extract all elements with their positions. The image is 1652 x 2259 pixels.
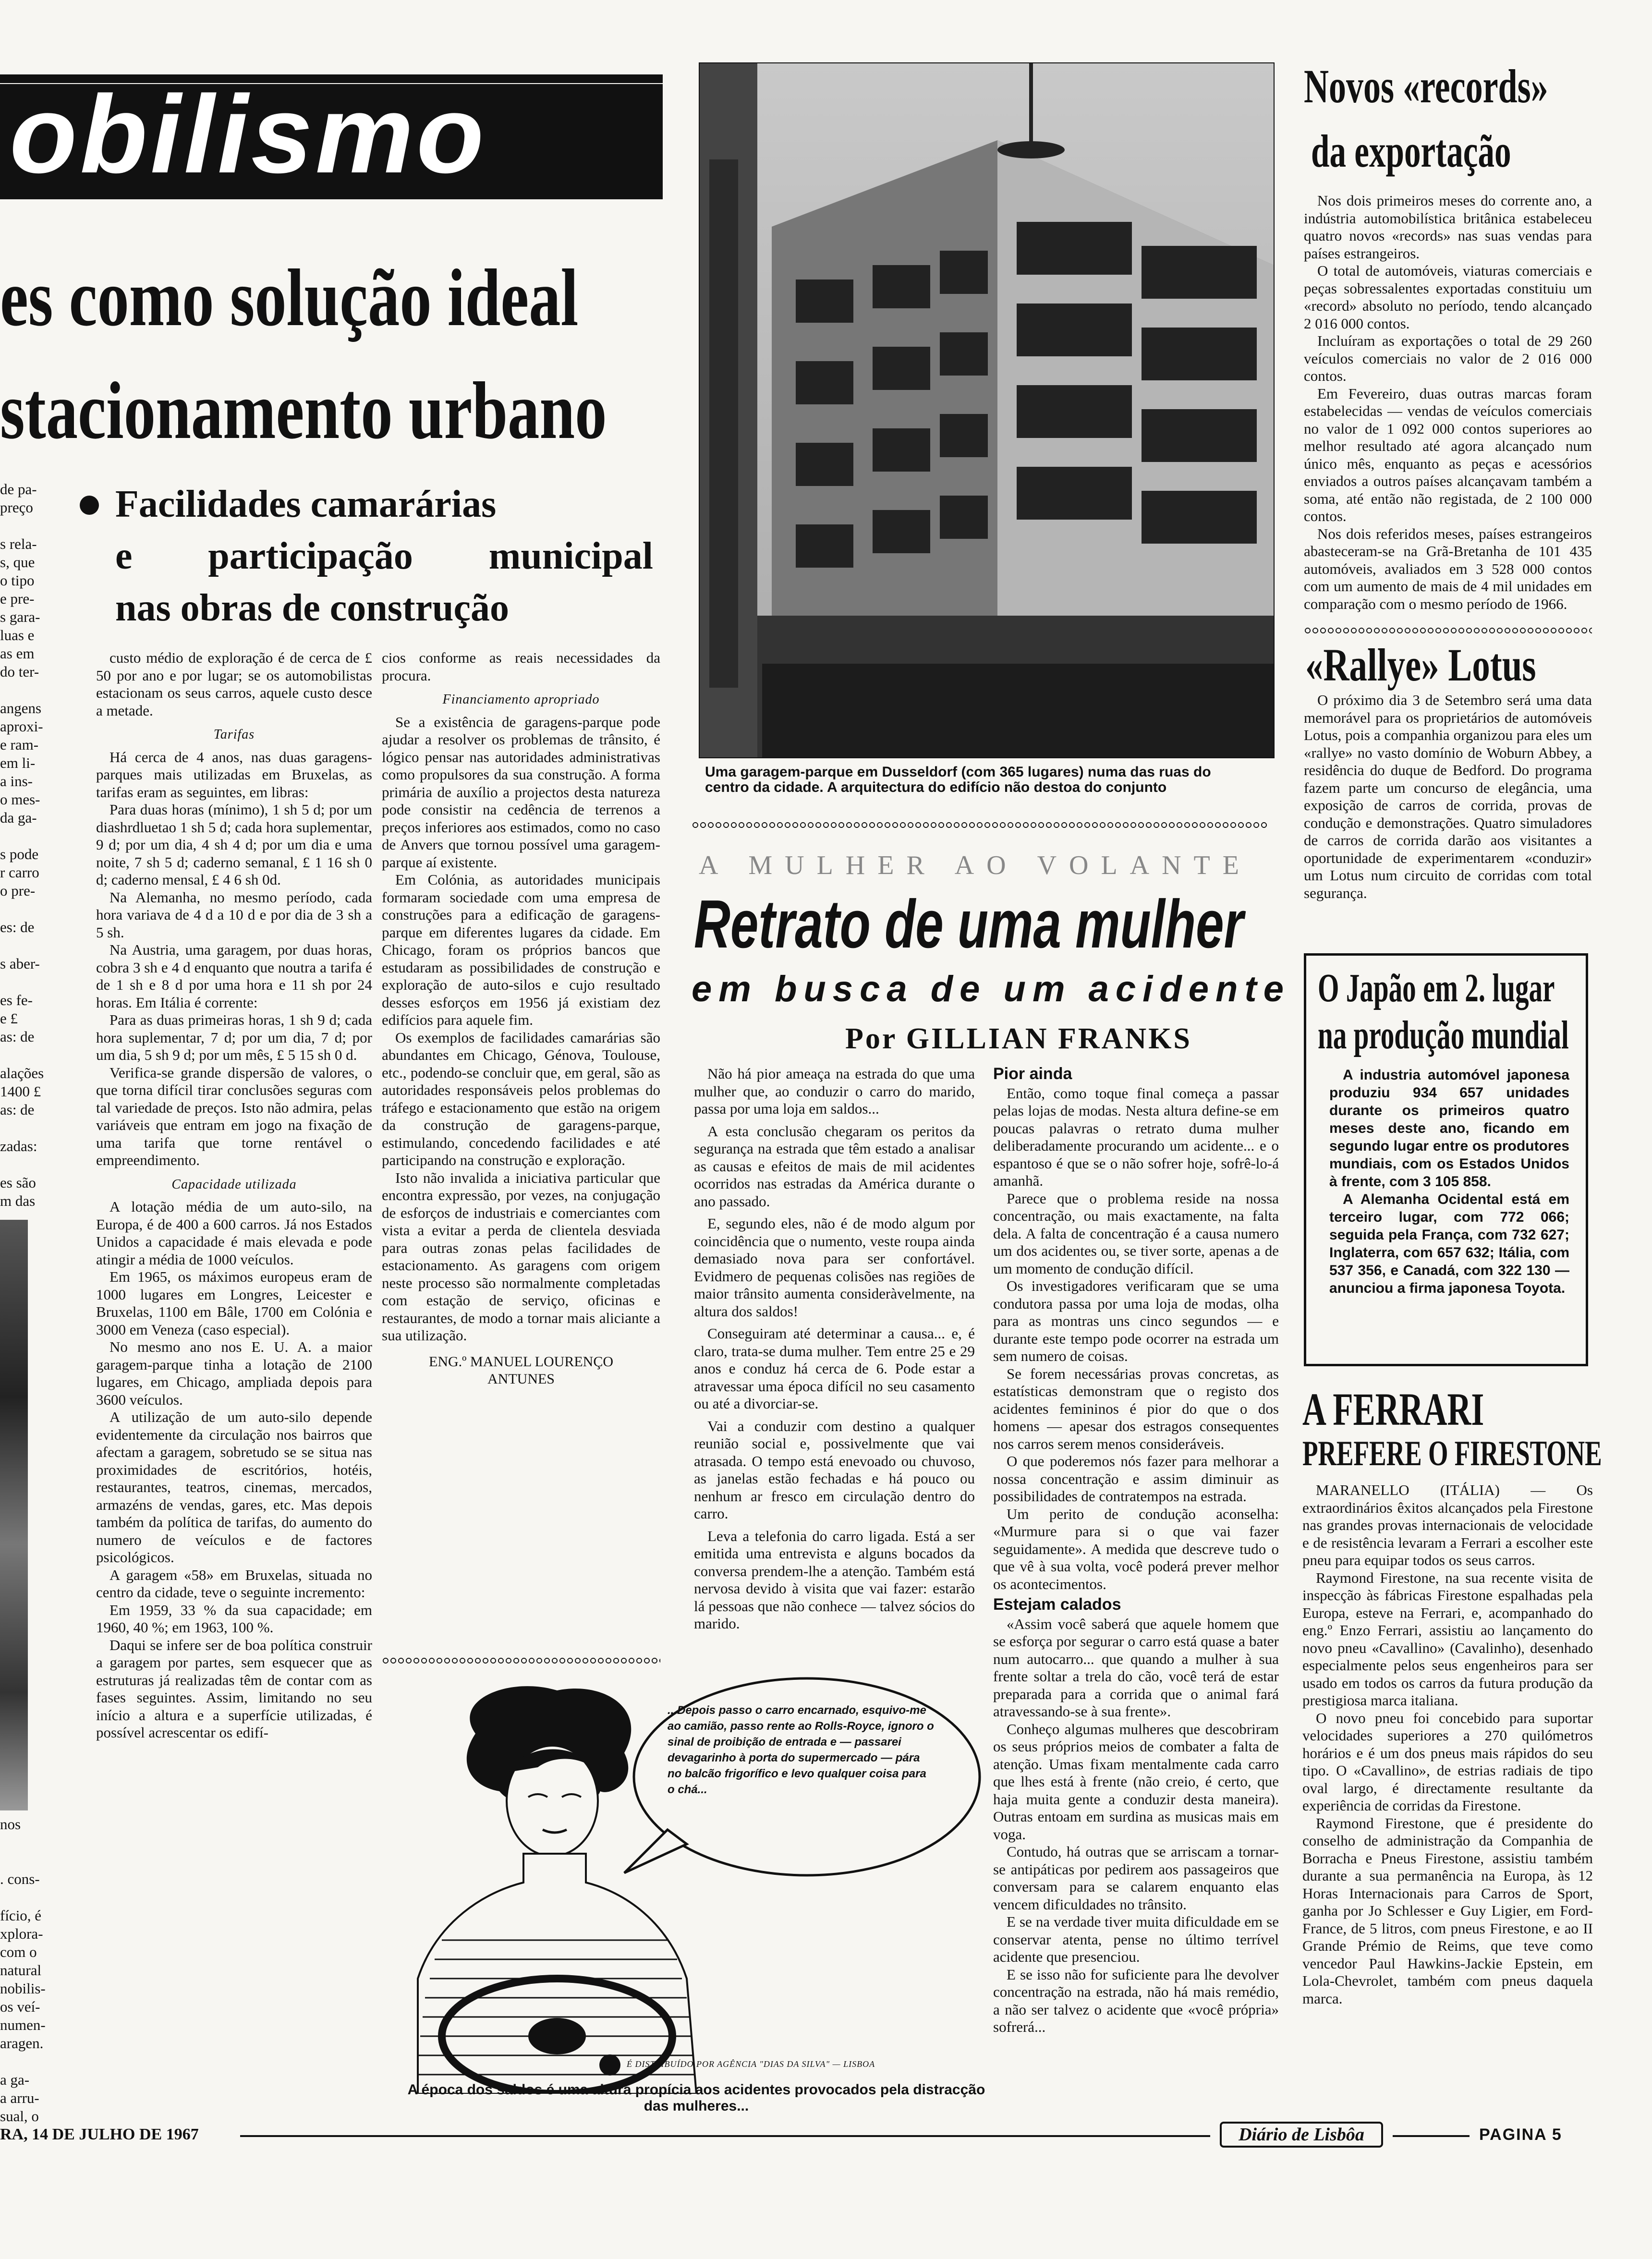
fragment-line: nobilis-	[0, 1980, 46, 1997]
subheading-capacidade: Capacidade utilizada	[171, 1177, 297, 1192]
paragraph: custo médio de exploração é de cerca de £ 50 por ano e por lugar; se os automobilistas estacionam os seus carros, aquele custo desce a metade.	[96, 649, 372, 719]
fragment-line	[0, 1888, 72, 1907]
ornament-rule	[1304, 627, 1592, 634]
paragraph: A Alemanha Ocidental está em terceiro lugar, com 772 066; seguida pela França, com 732 627; Inglaterra, com 657 632; Itália, com 537 356, e Canadá, com 322 130 — anunciou a firma japonesa Toyota.	[1329, 1191, 1569, 1296]
fragment-line: aragen.	[0, 2035, 44, 2052]
fragment-line	[0, 827, 72, 845]
fragment-line: nos	[0, 1816, 21, 1833]
fragment-line: fício, é	[0, 1907, 42, 1924]
paragraph: Há cerca de 4 anos, nas duas garagens-parques mais utilizadas em Bruxelas, as tarifas eram as seguintes, em libras:	[96, 748, 372, 801]
fragment-line: alações	[0, 1065, 44, 1081]
fragment-line: sual, o	[0, 2108, 39, 2125]
author-signature	[382, 1353, 660, 1388]
fragment-line: es: de	[0, 919, 35, 935]
fragment-line	[0, 973, 72, 991]
lead-title-line1: es como solução ideal	[0, 253, 579, 343]
paragraph: A utilização de um auto-silo depende evidentemente da circulação nos bairros que afectam a garagem, sobretudo se se situa nas proximidades de escritórios, hotéis, restaurantes, teatros, cinemas, mercados, armazéns de vendas, gares, etc. Mas depois também da política de tarifas, do aumento do numero de veículos e de factores psicológicos.	[96, 1409, 372, 1566]
paragraph: Daqui se infere ser de boa política construir a garagem por partes, sem esquecer que as estruturas já realizadas têm de contar com as fases seguintes. Assim, limitando no seu início a altura e a superfície utilizadas, é possível acrescentar os edifí-	[96, 1636, 372, 1741]
paragraph: Incluíram as exportações o total de 29 260 veículos comerciais no valor de 2 016 000 contos.	[1304, 332, 1592, 384]
ornament-rule	[692, 821, 1268, 829]
records-title-line1: Novos «records»	[1304, 60, 1548, 113]
fragment-line: m das	[0, 1192, 36, 1209]
fragment-line: zadas:	[0, 1138, 37, 1154]
paragraph: Se forem necessárias provas concretas, as estatísticas demonstram que o registo dos acidentes femininos é pior do que o dos homens — apesar dos estragos consequentes nos carros serem menos consideráveis.	[993, 1365, 1279, 1452]
paragraph: Conseguiram até determinar a causa... e, é claro, trata-se duma mulher. Tem entre 25 e 29 anos e conduz há cerca de 6. Pode estar a atravessar uma época difícil no seu casamento ou até a divorciar-se.	[694, 1325, 975, 1412]
records-article	[1304, 192, 1592, 613]
fragment-line: natural	[0, 1962, 42, 1979]
left-fragment-column	[0, 480, 72, 1210]
ferrari-article	[1302, 1482, 1593, 2007]
retrato-byline: Por GILLIAN FRANKS	[845, 1022, 1192, 1055]
fragment-line: a arru-	[0, 2089, 39, 2106]
paragraph: No mesmo ano nos E. U. A. a maior garagem-parque tinha a lotação de 2100 lugares, em Chicago, ampliada depois para 3600 veículos.	[96, 1338, 372, 1408]
records-title-line2: da exportação	[1311, 125, 1511, 177]
fragment-line: aproxi-	[0, 718, 43, 735]
paragraph: Em Colónia, as autoridades municipais formaram sociedade com uma empresa de construções para a edificação de garagens-parque em diferentes lugares da cidade. Em Chicago, foram os próprios bancos que estudaram as possibilidades de construção e exploração de auto-silos e cujo resultado desses esforços em 1956 já existiam dez edifícios para aquele fim.	[382, 871, 660, 1028]
fragment-line: s aber-	[0, 955, 40, 972]
paragraph: Os exemplos de facilidades camarárias são abundantes em Chicago, Génova, Toulouse, etc., podendo-se concluir que, em geral, são as autoridades responsáveis pelos problemas do tráfego e estacionamento que estão na origem da construção de garagens-parque, estimulando, concedendo facilidades e até participando na construção e exploração.	[382, 1029, 660, 1168]
paragraph: O total de automóveis, viaturas comerciais e peças sobressalentes exportadas constituiu um «record» absoluto no período, tendo alcançado 2 016 000 contos.	[1304, 262, 1592, 332]
paragraph: MARANELLO (ITÁLIA) — Os extraordinários êxitos alcançados pela Firestone nas grandes provas internacionais de velocidade e de resistência levaram a Ferrari a escolher este pneu para equipar todos os seus carros.	[1302, 1482, 1593, 1568]
japao-box	[1304, 953, 1588, 1366]
footer-rule-right	[1393, 2135, 1470, 2137]
fragment-line: luas e	[0, 627, 35, 644]
retrato-kicker: A MULHER AO VOLANTE	[699, 850, 1251, 880]
fragment-line: de pa-	[0, 481, 37, 498]
paragraph: Raymond Firestone, na sua recente visita de inspecção às fábricas Firestone espalhadas pela Europa, esteve na Ferrari, e, acompanhado do eng.º Enzo Ferrari, assistiu ao lançamento do novo pneu «Cavallino» (Cavalinho), desenhado especialmente pelos seus engenheiros para ser usado em todos os carros da futura produção da prestigiosa marca italiana.	[1302, 1569, 1593, 1709]
fragment-line: s, que	[0, 554, 35, 571]
fragment-line	[0, 2053, 72, 2071]
fragment-line: a ins-	[0, 773, 33, 789]
paragraph: Na Alemanha, no mesmo período, cada hora variava de 4 d a 10 d e por dia de 3 sh a 5 sh.	[96, 888, 372, 941]
paragraph: Em Fevereiro, duas outras marcas foram estabelecidas — vendas de veículos comerciais no valor de 1 092 000 contos superiores ao melhor resultado até agora alcançado num único mês, enquanto as peças e acessórios enviados a outros países alcançavam também a soma, até então não registada, de 2 100 000 contos.	[1304, 385, 1592, 524]
fragment-line: s rela-	[0, 535, 37, 552]
retrato-title: Retrato de uma mulher	[694, 886, 1244, 962]
ferrari-title-line1: A FERRARI	[1302, 1384, 1484, 1435]
subheading-pior-ainda: Pior ainda	[993, 1065, 1072, 1083]
bullet-dot	[80, 496, 99, 515]
paragraph: E se na verdade tiver muita dificuldade em se conservar atenta, pense no último terrível acidente que presenciou.	[993, 1913, 1279, 1965]
fragment-line: o tipo	[0, 572, 35, 589]
ornament-rule	[382, 1657, 660, 1664]
paragraph: O que poderemos nós fazer para melhorar a nossa concentração e assim diminuir as possibilidades de contratempos na estrada.	[993, 1453, 1279, 1505]
fragment-line: as: de	[0, 1101, 35, 1118]
fragment-line: angens	[0, 700, 42, 717]
paragraph: Para duas horas (mínimo), 1 sh 5 d; por um diashrdluetao 1 sh 5 d; cada hora suplementar, 9 d; por um dia, 4 sh 4 d; por um dia e uma noite, 7 sh 5 d; caderno semanal, £ 1 16 sh 0 d; caderno mensal, £ 4 6 sh 0d.	[96, 801, 372, 888]
ferrari-title-line2: PREFERE O FIRESTONE	[1302, 1434, 1602, 1473]
fragment-line: r carro	[0, 864, 39, 881]
fragment-line: em li-	[0, 754, 36, 771]
subheading-estejam-calados: Estejam calados	[993, 1595, 1121, 1614]
cartoon-caption: A época dos saldos é uma altura propícia aos acidentes provocados pela distracção das mulheres...	[407, 2082, 985, 2114]
paragraph: Um perito de condução aconselha: «Murmure para si o que vai fazer seguidamente». A medida que descreve tudo o que vê à sua volta, você poderá prever melhor os acontecimentos.	[993, 1505, 1279, 1592]
subhead-line3: nas obras de construção	[115, 587, 510, 629]
rallye-title: «Rallye» Lotus	[1305, 639, 1536, 691]
fragment-line: xplora-	[0, 1925, 43, 1942]
paragraph: Os investigadores verificaram que se uma condutora passa por uma loja de modas, olha para as montras uns cinco segundos — e durante este tempo pode ocorrer na estrada um sem numero de coisas.	[993, 1277, 1279, 1364]
fragment-line: e pre-	[0, 590, 35, 607]
paragraph: Leva a telefonia do carro ligada. Está a ser emitida uma entrevista e alguns bocados da conversa prendem-lhe a atenção. Também está nervosa devido à visita que vai fazer: estarão lá pessoas que não conhece — talvez sócios do marido.	[694, 1527, 975, 1632]
paragraph: Na Austria, uma garagem, por duas horas, cobra 3 sh e 4 d enquanto que noutra a tarifa é de 1 sh e 8 d por uma hora e 11 sh por 24 horas. Em Itália é corrente:	[96, 941, 372, 1011]
fragment-line	[0, 517, 72, 535]
fragment-line: a ga-	[0, 2071, 30, 2088]
cartoon-speech: ...Depois passo o carro encarnado, esquivo-me ao camião, passo rente ao Rolls-Royce, ignoro o sinal de proibição de entrada e — passarei devagarinho à porta do supermercado — pára no balcão frigorífico e levo qualquer coisa para o chá...	[668, 1704, 934, 1796]
retrato-column-1	[694, 1065, 975, 1633]
paragraph: Não há pior ameaça na estrada do que uma mulher que, ao conduzir o carro do marido, passa por uma loja em saldos...	[694, 1065, 975, 1117]
fragment-line	[0, 900, 72, 918]
fragment-line: s gara-	[0, 608, 40, 625]
paragraph: Verifica-se grande dispersão de valores, o que torna difícil tirar conclusões seguras com tal variedade de preços. Isto não admira, pelas variáveis que entram em jogo na fixação de uma tarifa que torne rentável o empreendimento.	[96, 1064, 372, 1168]
fragment-line: preço	[0, 499, 33, 516]
paragraph: Conheço algumas mulheres que descobriram os seus próprios meios de combater a falta de atenção. Umas fixam mentalmente cada carro que lhes está à frente (não creio, é certo, que haja muita gente a conduzir desta maneira). Outras entoam em surdina as musicas mais em voga.	[993, 1720, 1279, 1843]
paragraph: Nos dois referidos meses, países estrangeiros abasteceram-se na Grã-Bretanha de 101 435 automóveis, avaliados em 3 528 000 contos com um aumento de mais de 4 mil unidades em comparação com o mesmo período de 1966.	[1304, 525, 1592, 612]
paragraph: Para as duas primeiras horas, 1 sh 9 d; cada hora suplementar, 7 d; por um dia, 7 d; por um dia, 5 sh 9 d; por um mês, £ 5 15 sh 0 d.	[96, 1011, 372, 1063]
author-line1: ENG.º MANUEL LOURENÇO	[429, 1353, 613, 1370]
lead-title-line2: stacionamento urbano	[0, 365, 607, 456]
subhead-line2: e participação municipal	[115, 535, 653, 577]
fragment-line	[0, 1155, 72, 1174]
fragment-line: as em	[0, 645, 35, 662]
paragraph: Em 1959, 33 % da sua capacidade; em 1960, 40 %; em 1963, 100 %.	[96, 1601, 372, 1636]
fragment-line	[0, 1119, 72, 1137]
fragment-line: com o	[0, 1943, 37, 1960]
fragment-line: do ter-	[0, 663, 39, 680]
fragment-line: e ram-	[0, 736, 39, 753]
japao-title-line2: na produção mundial	[1318, 1013, 1569, 1057]
subhead-line1: Facilidades camarárias	[115, 483, 497, 525]
paragraph: Então, como toque final começa a passar pelas lojas de modas. Nesta altura define-se em poucas palavras o retrato duma mulher deliberadamente procurando um acidente... e o espantoso é que se o não sofrer hoje, sofrê-lo-á amanhã.	[993, 1084, 1279, 1189]
footer-date: RA, 14 DE JULHO DE 1967	[0, 2125, 199, 2143]
fragment-line: 1400 £	[0, 1083, 41, 1100]
fragment-line: os veí-	[0, 1998, 40, 2015]
subheading-tarifas: Tarifas	[213, 727, 255, 742]
cartoon-illustration	[399, 1671, 984, 2094]
fragment-line: . cons-	[0, 1870, 40, 1887]
paragraph: Isto não invalida a iniciativa particular que encontra expressão, por vezes, na conjugação de esforços de industriais e comerciantes com vista a evitar a perda de clientela desviada para outras zonas pelas facilidades de estacionamento. As garagens com origem neste processo são normalmente completadas com estação de serviço, oficinas e restaurantes, de modo a tornar mais aliciante a sua utilização.	[382, 1169, 660, 1344]
photo-caption: Uma garagem-parque em Dusseldorf (com 365 lugares) numa das ruas do centro da cidade. A arquitectura do edifício não destoa do conjunto	[705, 764, 1211, 795]
fragment-line	[0, 1834, 72, 1852]
left-fragment-column-lower	[0, 1815, 72, 2125]
section-title: obilismo	[10, 73, 487, 196]
fragment-line: o pre-	[0, 882, 36, 899]
fragment-line: es fe-	[0, 992, 33, 1008]
subheading-financiamento: Financiamento apropriado	[442, 692, 600, 707]
japao-title-line1: O Japão em 2. lugar	[1318, 966, 1555, 1010]
footer-rule-left	[240, 2135, 1210, 2137]
paragraph: O novo pneu foi concebido para suportar velocidades superiores a 270 quilómetros horários e é um dos pneus mais rápidos do seu tipo. O «Cavallino», de estrias radiais de tipo oval largo, é directamente resultante da experiência de corridas da Firestone.	[1302, 1709, 1593, 1814]
fragment-line: da ga-	[0, 809, 37, 826]
paragraph: Raymond Firestone, que é presidente do conselho de administração da Companhia de Borracha e Pneus Firestone, assistiu também durante a sua permanência na Europa, às 12 Horas Internacionais para Carros de Sport, ganha por Jo Schlesser e Guy Ligier, em Ford-France, de 5 litros, com pneus Firestone, e ao II Grande Prémio de Reims, que teve como vencedor Paul Hawkins-Jackie Epstein, em Lola-Chevrolet, também com pneus daquela marca.	[1302, 1814, 1593, 2007]
article-column-2	[382, 649, 660, 1388]
article-column-1	[96, 649, 372, 1742]
fragment-line: e £	[0, 1010, 18, 1027]
garage-building-illustration	[700, 63, 1274, 757]
fragment-line: es são	[0, 1174, 36, 1191]
paragraph: Nos dois primeiros meses do corrente ano, a indústria automobilística britânica estabeleceu quatro novos «records» nas suas vendas para países estrangeiros.	[1304, 192, 1592, 262]
fragment-line	[0, 1046, 72, 1064]
garage-photo	[699, 62, 1275, 758]
paragraph: Se a existência de garagens-parque pode ajudar a resolver os problemas de trânsito, é lógico pensar nas autoridades administrativas como propulsores da sua construção. A forma primária de auxílio a projectos desta natureza pode consistir na cedência de terrenos a preços inferiores aos estimados, como no caso de Anvers que tornou possível uma garagem-parque aí existente.	[382, 713, 660, 871]
retrato-subtitle: em busca de um acidente	[692, 969, 1290, 1009]
paragraph: cios conforme as reais necessidades da procura.	[382, 649, 660, 684]
left-cropped-photo	[0, 1220, 28, 1810]
page-number: PAGINA 5	[1479, 2125, 1562, 2144]
retrato-column-2	[993, 1065, 1279, 2036]
paragraph: «Assim você saberá que aquele homem que se esforça por segurar o carro está quase a bater num autocarro... que quando a mulher à sua frente soltar a trela do cão, você terá de estar preparada para a corrida que o animal fará atravessando-se à sua frente».	[993, 1615, 1279, 1720]
paragraph: A lotação média de um auto-silo, na Europa, é de 400 a 600 carros. Já nos Estados Unidos a capacidade é mais elevada e pode atingir a média de 1000 veículos.	[96, 1198, 372, 1268]
cartoon-credit: É DISTRIBUÍDO POR AGÊNCIA "DIAS DA SILVA" — LISBOA	[627, 2059, 875, 2069]
paragraph: Contudo, há outras que se arriscam a tornar-se antipáticas por pedirem aos passageiros que conversam para se calarem enquanto elas vencem dificuldades no trânsito.	[993, 1843, 1279, 1913]
fragment-line	[0, 681, 72, 699]
paragraph: A esta conclusão chegaram os peritos da segurança na estrada que têm estado a analisar as causas e efeitos de mais de mil acidentes ocorridos nas estradas da América durante o ano passado.	[694, 1122, 975, 1210]
paragraph: A industria automóvel japonesa produziu 934 657 unidades durante os primeiros quatro meses deste ano, ficando em segundo lugar entre os produtores mundiais, com os Estados Unidos à frente, com 3 105 858.	[1329, 1067, 1569, 1190]
author-line2: ANTUNES	[487, 1371, 555, 1387]
paragraph: E se isso não for suficiente para lhe devolver concentração na estrada, não há mais remédio, a não ser talvez o acidente que «você própria» sofrerá...	[993, 1966, 1279, 2035]
fragment-line: o mes-	[0, 791, 40, 808]
japao-body	[1329, 1066, 1569, 1297]
fragment-line: as: de	[0, 1028, 35, 1045]
paragraph: E, segundo eles, não é de modo algum por coincidência que o numento, veste roupa ainda demasiado nova para ser confortável. Evidmero de pequenas colisões nas regiões de maior trânsito aumenta consideràvelmente, na altura dos saldos!	[694, 1215, 975, 1320]
paragraph: Vai a conduzir com destino a qualquer reunião social e, possivelmente que vai atrasada. O tempo está enevoado ou chuvoso, as janelas estão fechadas e há pouco ou nenhum ar fresco em circulação dentro do carro.	[694, 1417, 975, 1522]
paragraph: Em 1965, os máximos europeus eram de 1000 lugares em Longres, Leicester e Bruxelas, 1100 em Bâle, 1700 em Colónia e 3000 em Veneza (caso especial).	[96, 1268, 372, 1338]
paragraph: Parece que o problema reside na nossa concentração, ou mais exactamente, na falta dela. A falta de concentração é a causa numero um dos acidentes ou, se tiver sorte, apenas a de um momento de condução difícil.	[993, 1190, 1279, 1277]
fragment-line: numen-	[0, 2016, 46, 2033]
paragraph: O próximo dia 3 de Setembro será uma data memorável para os proprietários de automóveis Lotus, pois a companhia organizou para eles um «rallye» no vasto domínio de Woburn Abbey, a residência do duque de Bedford. Do programa fazem parte um concurso de elegância, uma exposição de carros de corrida, provas de condução e demonstrações. Quatro simuladores de carros de corrida darão aos visitantes a oportunidade de experimentarem «conduzir» um Lotus num circuito de corridas com total segurança.	[1304, 692, 1592, 901]
rallye-article	[1304, 692, 1592, 902]
fragment-line	[0, 936, 72, 955]
fragment-line	[0, 1852, 72, 1870]
fragment-line: s pode	[0, 846, 39, 862]
paragraph: A garagem «58» em Bruxelas, situada no centro da cidade, teve o seguinte incremento:	[96, 1566, 372, 1601]
newspaper-logo: Diário de Lisbôa	[1239, 2125, 1364, 2145]
